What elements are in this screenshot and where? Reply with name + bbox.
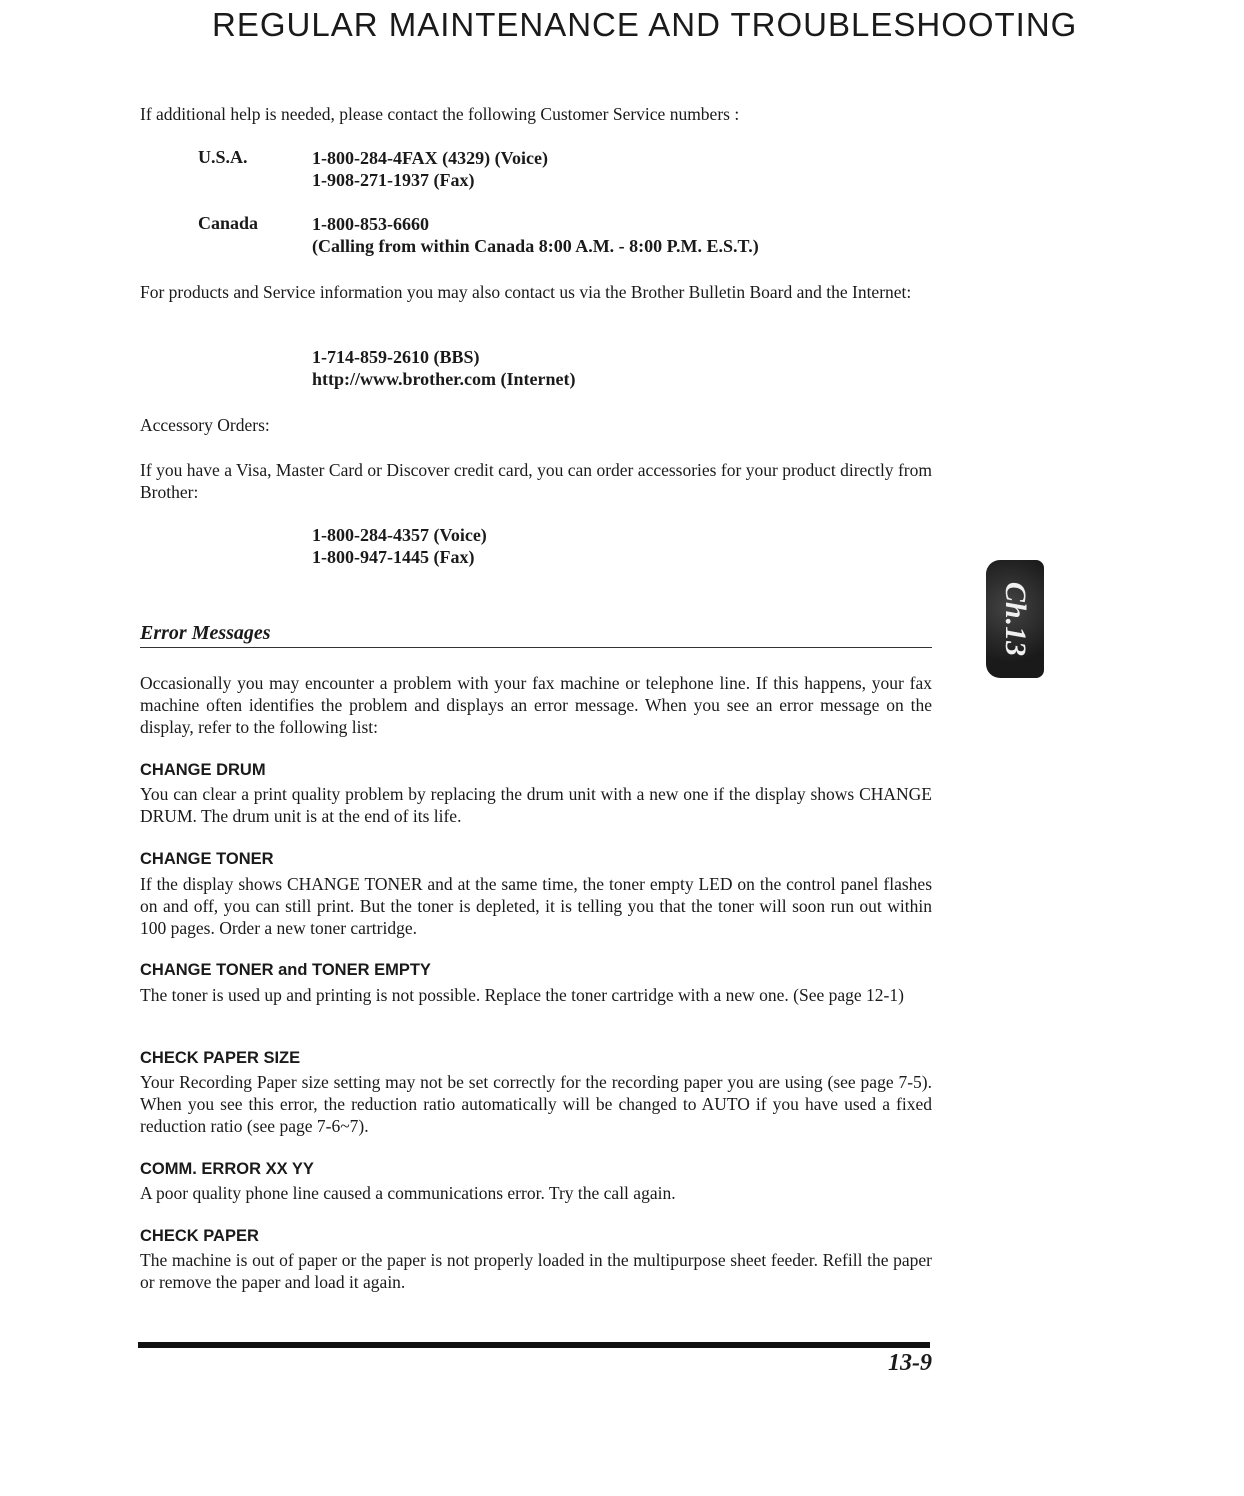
error-description: Your Recording Paper size setting may not be set correctly for the recording paper you are using (see page 7-5). When you see this error, the reduction ratio automatically will be changed to AUTO if you have used a fixed reduction ratio (see page 7-6~7).: [140, 1072, 932, 1136]
order-fax: 1-800-947-1445 (Fax): [312, 547, 475, 567]
error-description: The toner is used up and printing is not possible. Replace the toner cartridge with a new one. (See page 12-1): [140, 985, 904, 1005]
error-title: COMM. ERROR XX YY: [140, 1160, 314, 1178]
error-title: CHANGE TONER and TONER EMPTY: [140, 961, 431, 979]
error-intro: Occasionally you may encounter a problem with your fax machine or telephone line. If this happens, your fax machine often identifies the problem and displays an error message. When you see an error message on the display, refer to the following list:: [140, 673, 932, 737]
error-description: You can clear a print quality problem by replacing the drum unit with a new one if the display shows CHANGE DRUM. The drum unit is at the end of its life.: [140, 784, 932, 826]
footer-rule: [138, 1342, 930, 1348]
page-number: 13-9: [888, 1350, 932, 1376]
accessory-orders-label: Accessory Orders:: [140, 415, 270, 435]
canada-label: Canada: [198, 213, 259, 233]
bbs-number: 1-714-859-2610 (BBS): [312, 347, 480, 367]
error-title: CHANGE DRUM: [140, 761, 266, 779]
internet-address: http://www.brother.com (Internet): [312, 369, 576, 389]
error-title: CHECK PAPER: [140, 1227, 259, 1245]
chapter-tab-label: Ch.13: [999, 581, 1033, 657]
section-divider: [140, 647, 932, 648]
error-description: A poor quality phone line caused a communications error. Try the call again.: [140, 1183, 676, 1203]
order-numbers: [312, 524, 487, 568]
canada-phone: 1-800-853-6660: [312, 214, 429, 234]
usa-fax: 1-908-271-1937 (Fax): [312, 170, 475, 190]
usa-label: U.S.A.: [198, 147, 248, 167]
page-header-title: REGULAR MAINTENANCE AND TROUBLESHOOTING: [212, 6, 1078, 43]
online-contacts: [312, 346, 575, 390]
canada-hours: (Calling from within Canada 8:00 A.M. - 8:00 P.M. E.S.T.): [312, 236, 759, 256]
error-messages-heading: Error Messages: [140, 622, 271, 644]
error-title: CHECK PAPER SIZE: [140, 1049, 301, 1067]
help-intro: If additional help is needed, please contact the following Customer Service numbers :: [140, 104, 740, 124]
order-voice: 1-800-284-4357 (Voice): [312, 525, 487, 545]
error-title: CHANGE TONER: [140, 850, 274, 868]
usa-numbers: [312, 147, 548, 191]
error-description: The machine is out of paper or the paper is not properly loaded in the multipurpose sheet feeder. Refill the paper or remove the paper and load it again.: [140, 1250, 932, 1292]
usa-voice: 1-800-284-4FAX (4329) (Voice): [312, 148, 548, 168]
chapter-tab: [986, 560, 1044, 678]
canada-numbers: [312, 213, 759, 257]
products-info: For products and Service information you may also contact us via the Brother Bulletin Board and the Internet:: [140, 282, 912, 302]
credit-card-info: If you have a Visa, Master Card or Discover credit card, you can order accessories for your product directly from Brother:: [140, 460, 932, 502]
error-description: If the display shows CHANGE TONER and at the same time, the toner empty LED on the control panel flashes on and off, you can still print. But the toner is depleted, it is telling you that the toner will soon run out within 100 pages. Order a new toner cartridge.: [140, 874, 932, 938]
